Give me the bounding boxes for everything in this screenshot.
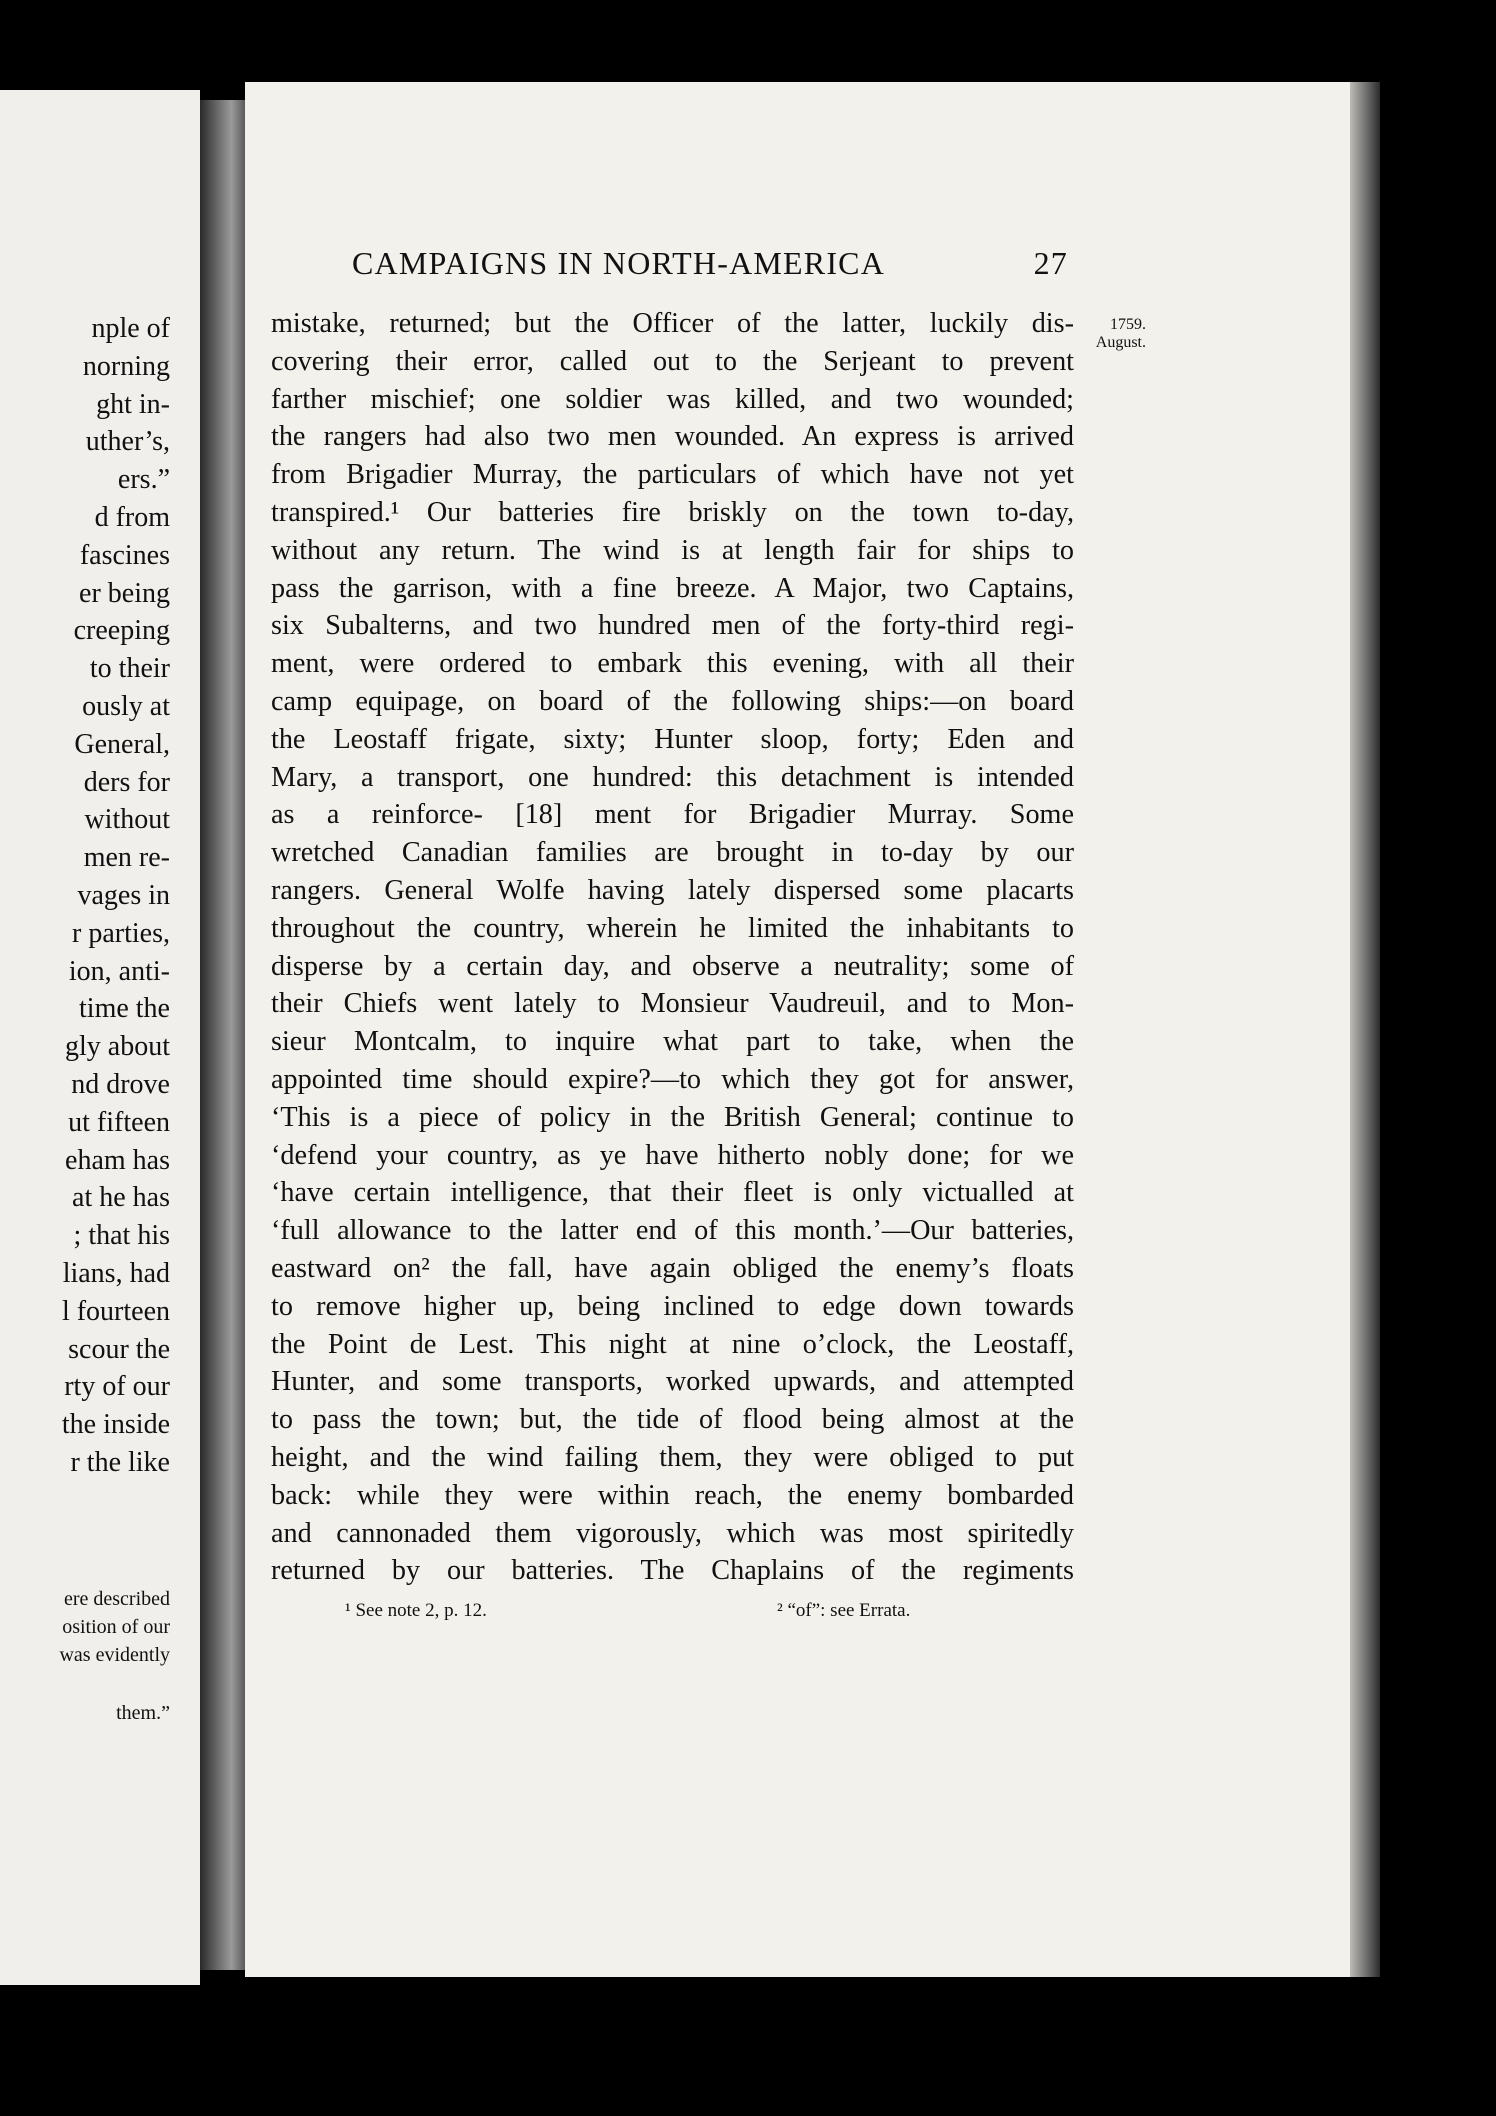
margin-year: 1759. — [1110, 316, 1146, 333]
footnote-1: ¹ See note 2, p. 12. — [345, 1600, 487, 1621]
page-edge — [1350, 82, 1380, 1977]
previous-page-line: men re- — [83, 842, 170, 874]
text-line: mistake, returned; but the Officer of the latter, luckily dis- — [271, 308, 1074, 339]
previous-page-line: General, — [74, 728, 170, 760]
text-line: six Subalterns, and two hundred men of the forty-third regi- — [271, 610, 1074, 642]
previous-page-line: r the like — [70, 1446, 170, 1478]
previous-page-line: lians, had — [62, 1257, 170, 1289]
text-line: and cannonaded them vigorously, which was most spiritedly — [271, 1517, 1074, 1549]
text-line: appointed time should expire?—to which they got for answer, — [271, 1063, 1074, 1095]
running-title: CAMPAIGNS IN NORTH-AMERICA — [352, 245, 886, 281]
previous-page-line: nd drove — [71, 1068, 170, 1100]
previous-page-line: ously at — [82, 690, 170, 722]
text-line: height, and the wind failing them, they were obliged to put — [271, 1441, 1074, 1473]
text-line: the Point de Lest. This night at nine o’clock, the Leostaff, — [271, 1328, 1074, 1360]
previous-page-line: d from — [94, 501, 170, 533]
previous-page-line: ; that his — [73, 1220, 170, 1252]
body-text — [271, 305, 1074, 1590]
text-line: pass the garrison, with a fine breeze. A Major, two Captains, — [271, 572, 1074, 604]
text-line: ‘This is a piece of policy in the British General; continue to — [271, 1101, 1074, 1133]
previous-page-footnote-line: was evidently — [59, 1644, 170, 1666]
previous-page-line: ers.” — [117, 464, 170, 496]
previous-page — [0, 90, 200, 1985]
text-line: ‘defend your country, as ye have hitherto nobly done; for we — [271, 1139, 1074, 1171]
previous-page-line: without — [84, 804, 170, 836]
previous-page-line: vages in — [77, 879, 170, 911]
text-line: farther mischief; one soldier was killed, and two wounded; — [271, 383, 1074, 415]
previous-page-text — [0, 310, 170, 1482]
previous-page-line: ut fifteen — [68, 1106, 170, 1138]
previous-page-line: at he has — [72, 1182, 170, 1214]
text-line: without any return. The wind is at length fair for ships to — [271, 534, 1074, 566]
text-line: their Chiefs went lately to Monsieur Vaudreuil, and to Mon- — [271, 988, 1074, 1020]
previous-page-last-line: them.” — [116, 1702, 170, 1724]
page-number: 27 — [1033, 245, 1068, 281]
text-line: back: while they were within reach, the enemy bombarded — [271, 1479, 1074, 1511]
text-line: ment, were ordered to embark this evening, with all their — [271, 648, 1074, 680]
text-line: as a reinforce- [18] ment for Brigadier Murray. Some — [271, 799, 1074, 831]
previous-page-line: l fourteen — [61, 1295, 170, 1327]
previous-page-line: ion, anti- — [68, 955, 170, 987]
text-line: eastward on² the fall, have again obliged the enemy’s floats — [271, 1252, 1074, 1284]
margin-date-note — [1076, 316, 1146, 352]
footnote-2: ² “of”: see Errata. — [777, 1600, 911, 1621]
text-line: wretched Canadian families are brought in to-day by our — [271, 837, 1074, 869]
previous-page-footnote — [0, 1585, 170, 1669]
running-head — [352, 245, 1072, 282]
text-line: ‘full allowance to the latter end of this month.’—Our batteries, — [271, 1215, 1074, 1247]
previous-page-line: scour the — [68, 1333, 170, 1365]
previous-page-line: eham has — [65, 1144, 170, 1176]
text-line: to pass the town; but, the tide of flood being almost at the — [271, 1404, 1074, 1436]
previous-page-line: uther’s, — [85, 426, 170, 458]
text-line: transpired.¹ Our batteries fire briskly on the town to-day, — [271, 496, 1074, 528]
text-line: rangers. General Wolfe having lately dispersed some placarts — [271, 874, 1074, 906]
text-line: covering their error, called out to the Serjeant to prevent — [271, 345, 1074, 377]
previous-page-line: r parties, — [72, 917, 170, 949]
previous-page-line: creeping — [73, 615, 170, 647]
text-line: Mary, a transport, one hundred: this detachment is intended — [271, 761, 1074, 793]
text-line: to remove higher up, being inclined to edge down towards — [271, 1290, 1074, 1322]
previous-page-footnote-line: osition of our — [62, 1616, 170, 1638]
previous-page-line: time the — [79, 993, 170, 1025]
previous-page-line: fascines — [79, 539, 170, 571]
margin-month: August. — [1095, 334, 1146, 351]
text-line: returned by our batteries. The Chaplains of the regiments — [271, 1555, 1074, 1587]
book-gutter — [200, 100, 245, 1970]
previous-page-line: rty of our — [64, 1371, 170, 1403]
previous-page-line: the inside — [61, 1409, 170, 1441]
previous-page-line: gly about — [65, 1031, 170, 1063]
previous-page-line: nple of — [91, 313, 170, 344]
text-line: ‘have certain intelligence, that their fleet is only victualled at — [271, 1177, 1074, 1209]
previous-page-line: norning — [82, 350, 170, 382]
previous-page-line: er being — [79, 577, 170, 609]
previous-page-footnote-line: ere described — [63, 1588, 170, 1610]
text-line: the Leostaff frigate, sixty; Hunter sloop, forty; Eden and — [271, 723, 1074, 755]
previous-page-line: ght in- — [96, 388, 170, 420]
text-line: sieur Montcalm, to inquire what part to take, when the — [271, 1026, 1074, 1058]
previous-page-line: to their — [89, 653, 170, 685]
text-line: the rangers had also two men wounded. An express is arrived — [271, 421, 1074, 453]
text-line: from Brigadier Murray, the particulars of which have not yet — [271, 459, 1074, 491]
text-line: throughout the country, wherein he limited the inhabitants to — [271, 912, 1074, 944]
text-line: Hunter, and some transports, worked upwards, and attempted — [271, 1366, 1074, 1398]
text-line: disperse by a certain day, and observe a neutrality; some of — [271, 950, 1074, 982]
text-line: camp equipage, on board of the following ships:—on board — [271, 685, 1074, 717]
previous-page-line: ders for — [83, 766, 170, 798]
